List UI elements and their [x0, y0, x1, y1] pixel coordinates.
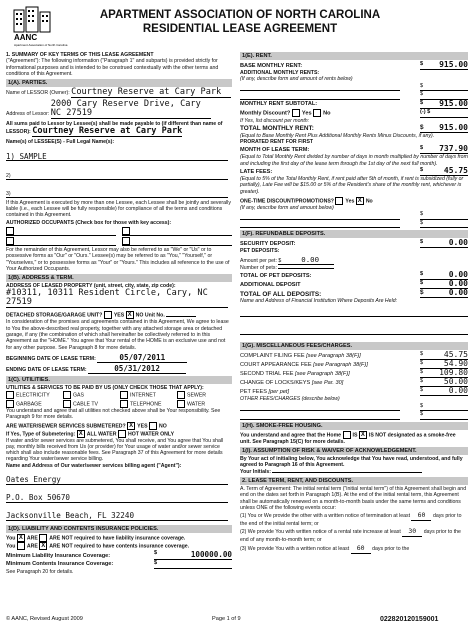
- fee-ref: [see Paragraph 38(F)]: [295, 370, 350, 377]
- pet-total-label: TOTAL OF PET DEPOSITS:: [240, 272, 312, 279]
- utility-checkbox[interactable]: [6, 391, 14, 399]
- minus-dollar: (-) $: [420, 109, 431, 116]
- total-rent-note: (Equal to Base Monthly Rent Plus Additional Monthly Rents Minus Discounts, if any).: [240, 132, 435, 139]
- utility-label: WATER: [187, 400, 206, 407]
- dollar-sign: $: [420, 82, 424, 89]
- utility-checkbox[interactable]: [120, 391, 128, 399]
- utility-checkbox[interactable]: [177, 400, 185, 408]
- occupant-row[interactable]: [122, 227, 232, 236]
- event-1-text: (1) You or We provide the other with a written notice of termination at least: [240, 513, 411, 520]
- fee-row: [240, 369, 468, 378]
- event-3-text-end: days prior to the: [372, 545, 410, 552]
- fee-value[interactable]: 109.80: [439, 368, 468, 378]
- rent-subtotal-label: MONTHLY RENT SUBTOTAL:: [240, 101, 318, 108]
- all-deposits-label: TOTAL OF ALL DEPOSITS:: [240, 290, 322, 298]
- base-rent-field[interactable]: 915.00: [439, 60, 468, 69]
- footer-page-number: Page 1 of 9: [212, 616, 241, 622]
- lessee-field-1[interactable]: 1) SAMPLE: [6, 153, 228, 162]
- onetime-note: (If any, describe form and amount below): [240, 204, 334, 211]
- fee-row: [240, 351, 468, 360]
- insurance-you-label: You: [6, 535, 16, 542]
- dollar-sign: $: [420, 145, 424, 152]
- submeter-label: ARE WATER/SEWER SERVICES SUBMETERED?: [6, 422, 126, 429]
- pet-total-field[interactable]: 0.00: [448, 270, 468, 280]
- submeter-yes-checkbox[interactable]: X: [129, 422, 134, 429]
- dollar-sign: $: [420, 351, 424, 358]
- occupant-checkbox[interactable]: [6, 227, 14, 235]
- onetime-yes-checkbox[interactable]: [335, 197, 343, 205]
- dollar-sign: $: [420, 280, 424, 287]
- base-rent-label: BASE MONTHLY RENT:: [240, 62, 303, 69]
- storage-label: DETACHED STORAGE/GARAGE UNIT?: [6, 312, 103, 319]
- utility-option[interactable]: [6, 391, 61, 399]
- insurance-liability-row: [6, 534, 232, 542]
- fees-list: [240, 351, 468, 396]
- consideration-text: In consideration of the promises and agreements contained in this Agreement, We agree to lease to You the above-described real property, together with any attached storage area or detached garage, if any (the combination of which shall hereinafter be collectively referred to in this Agreement as the "HOME." You agree that Your rental of the HOME is an exclusive use and not for any other purpose. See Paragraph 8 for more details.: [6, 319, 229, 351]
- lessor-field[interactable]: Courtney Reserve at Cary Park: [71, 88, 231, 98]
- utility-option[interactable]: [63, 400, 118, 408]
- prorated-label-2: MONTH OF LEASE TERM:: [240, 146, 310, 153]
- title-line-2: RESIDENTIAL LEASE AGREEMENT: [142, 23, 338, 35]
- aanc-logo: [10, 6, 68, 48]
- occupant-row[interactable]: [122, 237, 232, 246]
- min-liability-label: Minimum Liability Insurance Coverage:: [6, 552, 111, 559]
- fee-ref: [per pet]: [268, 388, 290, 395]
- utility-label: INTERNET: [130, 392, 156, 399]
- dollar-sign: $: [154, 560, 158, 567]
- pet-amount-row: [240, 255, 468, 265]
- occupants-text: For the remainder of this Agreement, Lessor may also be referred to as "We" or "Us" or to possessive forms as "Our" or "Ours." Lessee(s) may be referred to as "You," "Yourself," or "Yourselves," or to possessive forms as "Your" or "Yours." This includes all reference to the use of Your Authorized Occupants.: [6, 246, 230, 272]
- initials-row: [240, 469, 468, 475]
- dollar-sign: $: [420, 289, 424, 297]
- begin-date-label: BEGINNING DATE OF LEASE TERM:: [6, 355, 96, 362]
- payable-field[interactable]: Courtney Reserve at Cary Park: [32, 126, 183, 137]
- fee-label: CHANGE OF LOCKS/KEYS: [240, 379, 311, 386]
- onetime-no-label: No: [365, 198, 373, 205]
- section-1c-header: 1(C). UTILITIES.: [6, 376, 232, 384]
- discount-label: Monthly Discount?: [240, 110, 291, 117]
- left-column: [6, 52, 232, 575]
- leased-address-field[interactable]: #10311, 10311 Resident Circle, Cary, NC 27519: [6, 289, 228, 308]
- event-2-days-field[interactable]: 30: [402, 527, 422, 537]
- utility-label: ELECTRICITY: [16, 392, 50, 399]
- end-date-label: ENDING DATE OF LEASE TERM:: [6, 366, 87, 373]
- other-fee-row: [240, 403, 468, 412]
- insurance-note: See Paragraph 20 for details.: [6, 568, 74, 575]
- all-water-label: ALL WATER: [86, 430, 117, 437]
- onetime-desc[interactable]: [240, 219, 400, 220]
- agent-line-3[interactable]: Jacksonville Beach, FL 32240: [6, 512, 228, 521]
- contents-are-checkbox[interactable]: [17, 542, 25, 550]
- onetime-label: ONE-TIME DISCOUNT/PROMOTIONS?: [240, 198, 334, 205]
- storage-yes-checkbox[interactable]: [104, 311, 112, 319]
- dollar-sign: $: [420, 99, 424, 106]
- dollar-sign: $: [420, 91, 424, 98]
- discount-note: If Yes, list discount per month:: [240, 117, 310, 124]
- right-column: [240, 52, 468, 554]
- insurance-contents-row: [6, 542, 232, 550]
- additional-rent-row: [240, 91, 468, 100]
- storage-unit-field[interactable]: [166, 316, 196, 317]
- section-1-title: 1. SUMMARY OF KEY TERMS OF THIS LEASE AGREEMENT: [6, 52, 154, 58]
- late-fee-row: [240, 167, 468, 176]
- utility-option[interactable]: [63, 391, 118, 399]
- total-rent-label: TOTAL MONTHLY RENT:: [240, 125, 314, 133]
- prorated-label-1: PRORATED RENT FOR FIRST: [240, 139, 314, 146]
- additional-rent-desc[interactable]: [240, 99, 400, 100]
- liability-are-label: ARE: [26, 535, 38, 542]
- prorated-field[interactable]: 737.90: [439, 144, 468, 154]
- fee-value[interactable]: 0.00: [448, 386, 468, 396]
- smoke-text-1: You understand and agree that the Home: [240, 432, 342, 439]
- late-fee-label: LATE FEES:: [240, 168, 273, 175]
- security-deposit-label: SECURITY DEPOSIT:: [240, 240, 296, 247]
- utility-option[interactable]: [177, 391, 232, 399]
- utility-option[interactable]: [120, 400, 175, 408]
- additional-rent-row: [240, 83, 468, 92]
- fee-row: [240, 387, 468, 396]
- discount-row: [240, 109, 468, 118]
- storage-row: [6, 311, 232, 319]
- other-fees-label: OTHER FEES/CHARGES (describe below): [240, 396, 340, 403]
- lessor-address-field[interactable]: 2000 Cary Reserve Drive, Cary NC 27519: [51, 100, 211, 119]
- section-1d-header: 1(D). LIABILITY AND CONTENTS INSURANCE POLICIES.: [6, 525, 232, 533]
- section-2-text: A. Term of Agreement: The initial rental term ("initial rental term") of this Agreement shall begin and end on the dates set forth in Paragraph 1(B). At the end of the initial rental term, this Agreement shall be automatically renewed on a month-to-month basis under the same terms and conditions unless ONE of the following events occur:: [240, 485, 467, 511]
- onetime-desc[interactable]: [240, 227, 400, 228]
- section-1g-header: 1(G). MISCELLANEOUS FEES/CHARGES.: [240, 342, 468, 350]
- utility-checkbox[interactable]: [120, 400, 128, 408]
- submeter-no-label: NO: [159, 422, 167, 429]
- dollar-sign: $: [420, 123, 424, 131]
- min-contents-label: Minimum Contents Insurance Coverage:: [6, 561, 114, 568]
- occupant-row[interactable]: [6, 237, 116, 246]
- utility-label: GAS: [73, 392, 84, 399]
- section-1i-header: 1(I). ASSUMPTION OF RISK & WAIVER OF ACKNOWLEDGEMENT.: [240, 447, 468, 455]
- insurance-you-label: You: [6, 543, 16, 550]
- agent-line-1[interactable]: Oates Energy: [6, 476, 228, 485]
- hot-water-label: HOT WATER ONLY: [127, 430, 175, 437]
- total-rent-field[interactable]: 915.00: [439, 122, 468, 132]
- initials-label: Your Initials:: [240, 468, 272, 475]
- dollar-sign: $: [420, 239, 424, 246]
- all-deposits-row: [240, 289, 468, 298]
- fee-label: COURT APPEARANCE FEE: [240, 361, 312, 368]
- waiver-text: By Your act of initialing below, You acknowledge that You have read, understood, and fully agreed to Paragraph 16 of this Agreement.: [240, 456, 463, 469]
- rent-subtotal-row: [240, 100, 468, 109]
- begin-date-field[interactable]: 05/07/2011: [97, 353, 187, 363]
- smoke-is-not-checkbox[interactable]: X: [360, 431, 365, 438]
- pet-number-field[interactable]: [278, 268, 334, 269]
- building-icon: [10, 6, 68, 48]
- smoke-row: [240, 431, 468, 445]
- dollar-sign: $: [420, 211, 424, 218]
- all-water-checkbox[interactable]: X: [78, 430, 83, 437]
- joint-liability-text: If this Agreement is executed by more than one Lessee, each Lessee shall be jointly and severally liable (i.e., each Lessee will be fully responsible) for compliance of all the terms and conditions contained in this Agreement.: [6, 199, 231, 219]
- occupant-row[interactable]: [6, 227, 116, 236]
- onetime-entry-row: [240, 220, 468, 229]
- additional-rents-note: (If any, describe form and amount of rents below): [240, 76, 353, 83]
- submeter-yes-label: YES: [137, 422, 148, 429]
- utility-label: GARBAGE: [16, 400, 42, 407]
- pet-deposits-label: PET DEPOSITS:: [240, 248, 280, 255]
- late-fee-note: (Equal to 5% of the Total Monthly Rent, if rent paid after 5th of month, if rent is subsidized (fully or partially), Late Fee will be $15.00 or 5% of the Resident's share of the monthly rent, whichever is greater).: [240, 176, 464, 195]
- smoke-is-not-label: IS NOT: [368, 432, 387, 439]
- institution-field-1[interactable]: [240, 309, 468, 317]
- footer-document-id: 022820120159001: [380, 616, 439, 623]
- utility-label: CABLE TV: [73, 400, 98, 407]
- fee-value[interactable]: 45.75: [443, 350, 468, 360]
- other-fee-desc[interactable]: [240, 419, 400, 420]
- additional-rents-label: ADDITIONAL MONTHLY RENTS:: [240, 70, 320, 76]
- utility-checkbox[interactable]: [6, 400, 14, 408]
- dollar-sign: $: [154, 550, 158, 557]
- begin-date-row: [6, 353, 232, 363]
- institution-field-2[interactable]: [240, 327, 468, 335]
- section-1h-header: 1(H). SMOKE-FREE HOUSING.: [240, 422, 468, 430]
- section-2-header: 2. LEASE TERM, RENT, AND DISCOUNTS.: [240, 477, 468, 485]
- institution-note: Name and Address of Financial Institution Where Deposits Are Held:: [240, 298, 398, 305]
- other-fee-row: [240, 411, 468, 420]
- payable-text: All sums paid to Lessor by Lessee(s) shall be made payable to (if different than name of LESSOR):: [6, 121, 223, 136]
- submeter-row: [6, 422, 232, 430]
- smoke-is-label: IS: [352, 432, 358, 439]
- end-date-field[interactable]: 05/31/2012: [88, 364, 186, 374]
- submeter-type-label: If Yes, Type of Submetering:: [6, 430, 76, 437]
- storage-no-checkbox[interactable]: X: [127, 312, 132, 319]
- occupant-checkbox[interactable]: [122, 237, 130, 245]
- liability-are-not-checkbox[interactable]: [39, 534, 47, 542]
- hot-water-checkbox[interactable]: [118, 430, 126, 438]
- title-line-1: APARTMENT ASSOCIATION OF NORTH CAROLINA: [99, 9, 381, 21]
- dollar-sign: $: [420, 167, 424, 174]
- dollar-sign: $: [420, 387, 424, 394]
- lessee-field-2[interactable]: 2): [6, 173, 228, 180]
- fee-label: PET FEES: [240, 388, 267, 395]
- dollar-sign: $: [420, 61, 424, 67]
- section-1f-header: 1(F). REFUNDABLE DEPOSITS.: [240, 230, 468, 238]
- submeter-no-checkbox[interactable]: [149, 422, 157, 430]
- onetime-row: [240, 197, 468, 205]
- discount-yes-label: Yes: [301, 110, 312, 117]
- leased-address-label: ADDRESS OF LEASED PROPERTY (unit, street, city, state, zip code):: [6, 283, 176, 290]
- utility-option[interactable]: [177, 400, 232, 408]
- event-1-text-end: days prior to the end of the initial rental term; or: [240, 513, 462, 528]
- section-1b-header: 1(B). ADDRESS & TERM.: [6, 274, 232, 282]
- contents-are-not-checkbox[interactable]: X: [41, 543, 46, 550]
- event-2-row: [240, 527, 468, 543]
- occupant-checkbox[interactable]: [122, 227, 130, 235]
- additional-deposit-row: [240, 280, 468, 289]
- rent-subtotal-field[interactable]: 915.00: [439, 98, 468, 108]
- lessee-label: Name(s) of LESSEE(S) - Full Legal Name(s):: [6, 139, 115, 146]
- initials-field[interactable]: [272, 472, 422, 473]
- utility-label: TELEPHONE: [130, 400, 162, 407]
- storage-no-label: NO: [135, 312, 144, 319]
- additional-deposit-field[interactable]: 0.00: [448, 279, 468, 289]
- contents-are-label: ARE: [26, 543, 38, 550]
- event-1-row: [240, 511, 468, 527]
- dollar-sign: $: [420, 219, 424, 226]
- utility-checkbox[interactable]: [63, 400, 71, 408]
- fee-label: COMPLAINT FILING FEE: [240, 352, 305, 359]
- smoke-text-2: designated as a smoke-free unit. See Paragraph 15(C) for more details.: [240, 432, 456, 445]
- logo-text: AANC: [14, 33, 38, 42]
- prorated-row: [240, 145, 468, 154]
- additional-deposit-label: ADDITIONAL DEPOSIT: [240, 281, 301, 288]
- pet-number-label: Number of pets:: [240, 264, 277, 271]
- pet-amount-field[interactable]: 0.00: [301, 254, 320, 264]
- dollar-sign: $: [420, 411, 424, 418]
- fee-row: [240, 378, 468, 387]
- onetime-yes-label: Yes: [345, 198, 355, 205]
- total-rent-row: [240, 124, 468, 133]
- dollar-sign: $: [420, 271, 424, 278]
- min-liability-row: [6, 550, 232, 560]
- discount-no-checkbox[interactable]: [313, 109, 321, 117]
- lessor-address-label: Address of Lessor:: [6, 111, 50, 118]
- occupants-label: AUTHORIZED OCCUPANTS (Check box for those with key access):: [6, 219, 172, 226]
- lessor-address-row: [6, 100, 232, 119]
- fee-value[interactable]: 54.90: [443, 359, 468, 369]
- utilities-text: You understand and agree that all utilities not checked above shall be Your responsibility. See Paragraph 9 for more details.: [6, 407, 221, 421]
- end-date-row: [6, 364, 232, 374]
- pet-amount-label: Amount per pet:: [240, 257, 277, 264]
- late-fee-field[interactable]: 45.75: [443, 166, 468, 176]
- min-contents-row: [6, 560, 232, 569]
- section-1-text: ("Agreement"): The following information ("Paragraph 1" and subparts) is provided strictly for informational purposes and is intended to be construed contextually with the other terms and conditions of this Agreement.: [6, 58, 219, 77]
- dollar-sign: $: [420, 360, 424, 367]
- other-fee-desc[interactable]: [240, 410, 400, 411]
- storage-unit-label: Unit No.: [144, 312, 165, 319]
- dollar-sign: $: [420, 378, 424, 385]
- base-rent-row: [240, 61, 468, 70]
- event-2-text: (2) We provide You with written notice of a rental rate increase at least: [240, 529, 401, 536]
- security-deposit-field[interactable]: 0.00: [448, 238, 468, 248]
- discount-no-label: No: [323, 110, 331, 117]
- event-1-days-field[interactable]: 60: [411, 511, 431, 521]
- additional-rent-desc[interactable]: [240, 90, 400, 91]
- fee-ref: [see Paragraph 38(F)]: [306, 352, 361, 359]
- liability-are-not-label: ARE NOT required to have liability insurance coverage.: [49, 535, 186, 542]
- discount-yes-checkbox[interactable]: [292, 109, 300, 117]
- fee-label: SECOND TRIAL FEE: [240, 370, 294, 377]
- onetime-no-checkbox[interactable]: X: [357, 197, 362, 204]
- event-3-days-field[interactable]: 60: [351, 544, 371, 554]
- lessor-row: [6, 88, 232, 98]
- pet-total-row: [240, 271, 468, 280]
- utilities-label: UTILITIES & SERVICES TO BE PAID BY US (ONLY CHECK THOSE THAT APPLY):: [6, 384, 204, 391]
- fee-ref: [see Paragraph 38(F)]: [313, 361, 368, 368]
- document-title: [70, 8, 410, 36]
- liability-are-checkbox[interactable]: X: [18, 535, 23, 542]
- lessee-field-3[interactable]: 3): [6, 191, 228, 198]
- event-3-text: (3) We provide You with a written notice at least: [240, 545, 350, 552]
- min-liability-field[interactable]: 100000.00: [190, 550, 232, 560]
- lessor-label: Name of LESSOR (Owner):: [6, 90, 70, 97]
- utilities-grid: [6, 391, 232, 408]
- utility-option[interactable]: [6, 400, 61, 408]
- fee-ref: [see Par. 30]: [311, 379, 344, 386]
- section-1e-header: 1(E). RENT.: [240, 52, 468, 60]
- agent-line-2[interactable]: P.O. Box 50670: [6, 494, 228, 503]
- water-text: If water and/or sewer services are submetered, You shall receive, and You agree that You shall pay, monthly bills received from Us (or provider) for Your usage of water and/or sewer service which shall also include reasonable fees. See Paragraph 37 of this Agreement for more details regarding Your water/sewer service billing.: [6, 437, 224, 463]
- utility-label: SEWER: [187, 392, 207, 399]
- storage-yes-label: YES: [113, 312, 125, 319]
- occupant-checkbox[interactable]: [6, 237, 14, 245]
- fee-value[interactable]: 50.00: [443, 377, 468, 387]
- dollar-sign: $: [420, 402, 424, 409]
- fee-row: [240, 360, 468, 369]
- event-3-row: [240, 544, 468, 554]
- utility-checkbox[interactable]: [63, 391, 71, 399]
- section-1a-header: 1(A). PARTIES.: [6, 79, 232, 87]
- all-deposits-field[interactable]: 0.00: [448, 288, 468, 298]
- submeter-type-row: [6, 430, 232, 438]
- dollar-sign: $: [420, 369, 424, 376]
- logo-subtext: Apartment Association of North Carolina: [14, 43, 68, 47]
- security-deposit-row: [240, 239, 468, 248]
- prorated-note: (Equal to Total Monthly Rent divided by number of days in month multiplied by number of days from and including the first day of the lease term through the 1st day of the next full month).: [240, 154, 468, 167]
- dollar-sign: $: [278, 257, 282, 264]
- contents-are-not-label: ARE NOT required to have contents insurance coverage.: [49, 543, 190, 550]
- smoke-is-checkbox[interactable]: [343, 431, 351, 439]
- event-2-text-end: days prior to the end of any month-to-month term; or: [240, 529, 461, 544]
- utility-option[interactable]: [120, 391, 175, 399]
- agent-label: Name and Address of Our water/sewer services billing agent ("Agent"):: [6, 462, 182, 469]
- occupant-list: [6, 227, 232, 246]
- payable-row: [6, 121, 232, 137]
- footer-copyright: © AANC, Revised August 2009: [6, 616, 83, 622]
- utility-checkbox[interactable]: [177, 391, 185, 399]
- onetime-entry-row: [240, 211, 468, 220]
